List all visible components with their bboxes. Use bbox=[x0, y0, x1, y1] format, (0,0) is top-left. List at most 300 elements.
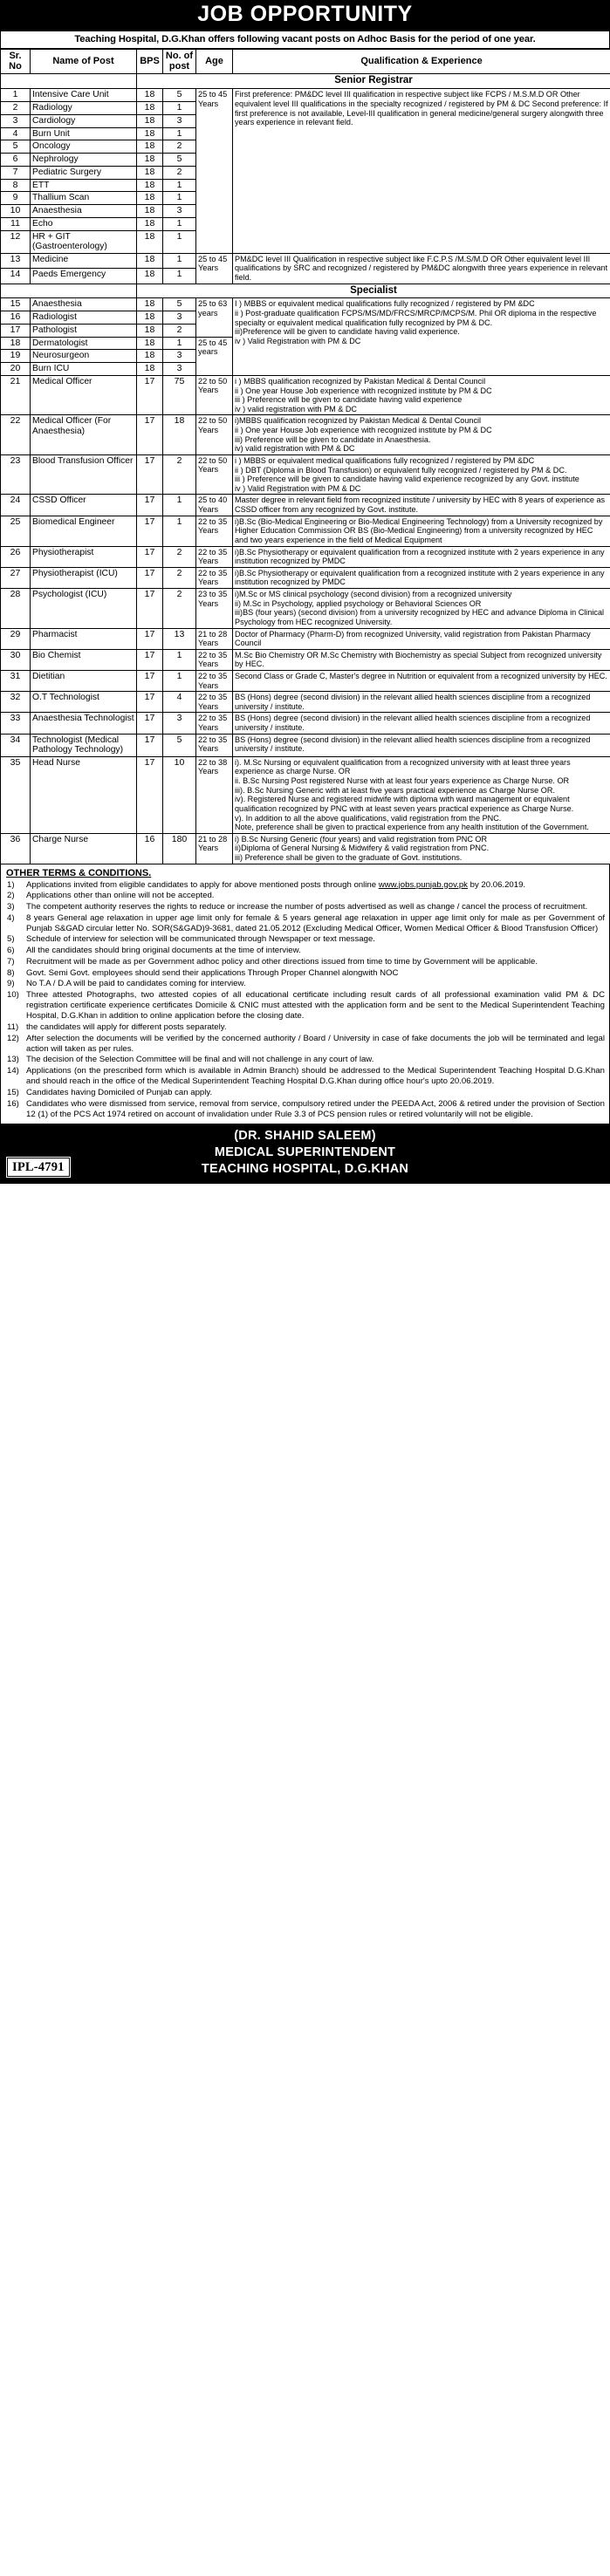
cell-bps: 18 bbox=[137, 140, 163, 154]
cell-no-of-post: 2 bbox=[163, 567, 196, 588]
page-title: JOB OPPORTUNITY bbox=[197, 2, 413, 26]
cell-no-of-post: 1 bbox=[163, 671, 196, 692]
section-spacer bbox=[1, 74, 137, 89]
cell-sr-no: 21 bbox=[1, 375, 31, 415]
cell-sr-no: 9 bbox=[1, 192, 31, 205]
cell-post-name: Medicine bbox=[31, 253, 137, 268]
cell-post-name: Echo bbox=[31, 217, 137, 230]
cell-age: 22 to 35 Years bbox=[196, 516, 233, 546]
terms-item-text: The decision of the Selection Committee will be final and will not challenge in any court of law. bbox=[26, 1055, 374, 1065]
qual-line: ii ) One year House Job experience with recognized institute by PM & DC bbox=[235, 386, 492, 395]
cell-post-name: Medical Officer (For Anaesthesia) bbox=[31, 415, 137, 455]
cell-post-name: Paeds Emergency bbox=[31, 269, 137, 284]
cell-age: 22 to 35 Years bbox=[196, 713, 233, 734]
cell-bps: 18 bbox=[137, 89, 163, 102]
cell-post-name: ETT bbox=[31, 179, 137, 192]
cell-bps: 17 bbox=[137, 628, 163, 649]
terms-item bbox=[5, 902, 605, 912]
section-label: Specialist bbox=[137, 284, 610, 298]
cell-bps: 18 bbox=[137, 205, 163, 218]
cell-no-of-post: 5 bbox=[163, 734, 196, 756]
qual-line: iii) Preference shall be given to the graduate of Govt. institutions. bbox=[235, 853, 463, 862]
qual-line: BS (Hons) degree (second division) in the relevant allied health sciences discipline from a recognized university / institute. bbox=[235, 714, 591, 733]
terms-item-text: Schedule of interview for selection will be communicated through Newspaper or text message. bbox=[26, 934, 375, 945]
qual-line: ii ) Post-graduate qualification FCPS/MS/MD/FRCS/MRCP/MCPS/M. Phil OR diploma in the respective specialty or equivalent medical qualification fully recognized by PM & DC. bbox=[235, 309, 597, 327]
cell-age: 22 to 35 Years bbox=[196, 734, 233, 756]
terms-item-marker: 13) bbox=[7, 1055, 19, 1065]
cell-age: 22 to 50 Years bbox=[196, 375, 233, 415]
qual-line: i). M.Sc Nursing or equivalent qualification from a recognized university with at least three years experience as charge Nurse. OR bbox=[235, 757, 571, 776]
cell-qualification bbox=[233, 649, 610, 670]
cell-no-of-post: 3 bbox=[163, 713, 196, 734]
cell-post-name: Physiotherapist (ICU) bbox=[31, 567, 137, 588]
table-row bbox=[1, 628, 610, 649]
table-row bbox=[1, 649, 610, 670]
cell-no-of-post: 3 bbox=[163, 205, 196, 218]
terms-item bbox=[5, 979, 605, 989]
cell-sr-no: 6 bbox=[1, 154, 31, 167]
cell-no-of-post: 2 bbox=[163, 589, 196, 629]
cell-age: 22 to 50 Years bbox=[196, 454, 233, 495]
terms-item-marker: 7) bbox=[7, 956, 15, 967]
qual-line: First preference: PM&DC level III qualification in respective subject like FCPS / M.S.M.D OR Other equivalent level III qualifications in the specialty recognized / registered by PM & DC Second preference: If first preference is not available, Level-III qualification in general medicine/general surgery alongwith three years experience in relevant field. bbox=[235, 90, 608, 127]
qual-line: i)B.Sc Physiotherapy or equivalent qualification from a recognized institute with 2 years experience in any institution recognized by PMDC bbox=[235, 547, 605, 566]
terms-item-marker: 8) bbox=[7, 967, 15, 978]
cell-bps: 18 bbox=[137, 127, 163, 140]
cell-sr-no: 17 bbox=[1, 324, 31, 337]
cell-sr-no: 16 bbox=[1, 311, 31, 325]
table-row bbox=[1, 298, 610, 311]
cell-age: 25 to 63 years bbox=[196, 298, 233, 337]
cell-bps: 17 bbox=[137, 692, 163, 713]
qual-line: iii)BS (four years) (second division) from a university recognized by HEC and advance Diploma in Clinical Psychology from HEC recognized University. bbox=[235, 608, 605, 626]
cell-no-of-post: 2 bbox=[163, 546, 196, 567]
cell-post-name: Bio Chemist bbox=[31, 649, 137, 670]
cell-bps: 18 bbox=[137, 337, 163, 350]
terms-item-marker: 9) bbox=[7, 979, 15, 989]
terms-item-text: Applications (on the prescribed form which is available in Admin Branch) should be addressed to the Medical Superintendent Teaching Hospital D.G.Khan and should reach in the office of the Medical Superintendent Teaching Hospital D.G.Khan during office hour's upto 20.06.2019. bbox=[26, 1066, 605, 1087]
col-header-bps: BPS bbox=[137, 50, 163, 74]
terms-item bbox=[5, 880, 605, 891]
qual-line: i) B.Sc Nursing Generic (four years) and valid registration from PNC OR bbox=[235, 834, 488, 844]
table-section-row bbox=[1, 284, 610, 298]
signatory-institution: TEACHING HOSPITAL, D.G.KHAN bbox=[201, 1161, 409, 1176]
cell-sr-no: 14 bbox=[1, 269, 31, 284]
cell-no-of-post: 13 bbox=[163, 628, 196, 649]
qual-line: iv ) valid registration with PM & DC bbox=[235, 404, 357, 413]
cell-bps: 17 bbox=[137, 734, 163, 756]
cell-no-of-post: 180 bbox=[163, 833, 196, 864]
cell-sr-no: 1 bbox=[1, 89, 31, 102]
cell-post-name: Burn ICU bbox=[31, 363, 137, 376]
cell-no-of-post: 1 bbox=[163, 516, 196, 546]
cell-qualification bbox=[233, 713, 610, 734]
cell-sr-no: 31 bbox=[1, 671, 31, 692]
terms-item-text: Govt. Semi Govt. employees should send their applications Through Proper Channel alongwith NOC bbox=[26, 967, 399, 978]
cell-bps: 17 bbox=[137, 546, 163, 567]
cell-post-name: Radiologist bbox=[31, 311, 137, 325]
cell-no-of-post: 3 bbox=[163, 350, 196, 363]
apply-online-link[interactable]: www.jobs.punjab.gov.pk bbox=[378, 879, 468, 890]
cell-no-of-post: 2 bbox=[163, 140, 196, 154]
terms-item-marker: 12) bbox=[7, 1033, 19, 1043]
cell-sr-no: 34 bbox=[1, 734, 31, 756]
qual-line: iii)Preference will be given to candidate having valid experience. bbox=[235, 327, 460, 337]
col-header-age: Age bbox=[196, 50, 233, 74]
cell-post-name: Oncology bbox=[31, 140, 137, 154]
cell-post-name: Anaesthesia bbox=[31, 298, 137, 311]
cell-bps: 18 bbox=[137, 230, 163, 253]
cell-sr-no: 35 bbox=[1, 756, 31, 833]
qual-line: i ) MBBS qualification recognized by Pakistan Medical & Dental Council bbox=[235, 376, 486, 386]
cell-post-name: CSSD Officer bbox=[31, 495, 137, 516]
cell-bps: 17 bbox=[137, 516, 163, 546]
cell-bps: 18 bbox=[137, 298, 163, 311]
terms-item-text: Applications invited from eligible candidates to apply for above mentioned posts through online www.jobs.punjab.gov.pk by 20.06.2019. bbox=[26, 879, 526, 890]
qual-line: iv ) Valid Registration with PM & DC bbox=[235, 336, 361, 345]
cell-qualification bbox=[233, 495, 610, 516]
cell-sr-no: 15 bbox=[1, 298, 31, 311]
cell-sr-no: 4 bbox=[1, 127, 31, 140]
terms-item bbox=[5, 891, 605, 901]
cell-sr-no: 30 bbox=[1, 649, 31, 670]
cell-sr-no: 2 bbox=[1, 102, 31, 115]
cell-sr-no: 23 bbox=[1, 454, 31, 495]
cell-bps: 18 bbox=[137, 179, 163, 192]
cell-bps: 18 bbox=[137, 154, 163, 167]
qual-line: ii) M.Sc in Psychology, applied psychology or Behavioral Sciences OR bbox=[235, 598, 482, 608]
cell-qualification bbox=[233, 756, 610, 833]
cell-no-of-post: 5 bbox=[163, 154, 196, 167]
cell-no-of-post: 3 bbox=[163, 311, 196, 325]
qual-line: i ) MBBS or equivalent medical qualifications fully recognized / registered by PM &DC bbox=[235, 455, 535, 465]
cell-post-name: Anaesthesia Technologist bbox=[31, 713, 137, 734]
cell-age: 22 to 35 Years bbox=[196, 567, 233, 588]
cell-sr-no: 33 bbox=[1, 713, 31, 734]
qual-line: iv). Registered Nurse and registered midwife with diploma with ward management or equivalent qualification recognized by PNC with at least seven years practical experience as Charge Nurse. bbox=[235, 795, 574, 813]
table-row bbox=[1, 567, 610, 588]
table-row bbox=[1, 734, 610, 756]
col-header-name-of-post: Name of Post bbox=[31, 50, 137, 74]
cell-post-name: Thallium Scan bbox=[31, 192, 137, 205]
qual-line: Master degree in relevant field from recognized institute / university by HEC with 8 years of experience as CSSD officer from any recognized by Govt. institute. bbox=[235, 495, 606, 515]
terms-item bbox=[5, 1055, 605, 1065]
terms-item-text: The competent authority reserves the rights to reduce or increase the number of posts advertised as well as change / cancel the process of recruitment. bbox=[26, 901, 588, 912]
cell-post-name: Intensive Care Unit bbox=[31, 89, 137, 102]
signatory-designation: MEDICAL SUPERINTENDENT bbox=[214, 1145, 396, 1159]
cell-qualification bbox=[233, 589, 610, 629]
table-row bbox=[1, 253, 610, 268]
terms-item bbox=[5, 1034, 605, 1055]
terms-item-text: 8 years General age relaxation in upper age limit only for female & 5 years general age relaxation in upper age limit only for male as per Government of Punjab S&GAD circular letter No. SOR(S&GAD)9-3681, dated 21.05.2012 (Excluding Medical Officer, Women Medical Officer & Blood Transfusion Officer) bbox=[26, 912, 605, 933]
cell-age: 25 to 40 Years bbox=[196, 495, 233, 516]
qual-line: ii ) One year House Job experience with recognized institute by PM & DC bbox=[235, 426, 492, 435]
terms-item-marker: 2) bbox=[7, 891, 15, 901]
cell-bps: 18 bbox=[137, 363, 163, 376]
table-row bbox=[1, 516, 610, 546]
terms-item bbox=[5, 1088, 605, 1098]
terms-item-marker: 4) bbox=[7, 912, 15, 923]
cell-bps: 18 bbox=[137, 166, 163, 179]
terms-item-text: Candidates who were dismissed from service, removal from service, compulsory retired under the PEEDA Act, 2006 & retired under the provision of Section 12 (1) of the PCS Act 1974 retired on account of invalidation under Rule 3.3 of PCS pension rules or retired voluntarily will not be eligible. bbox=[26, 1098, 605, 1119]
job-advertisement-page bbox=[0, 0, 610, 1184]
qual-line: v). In addition to all the above qualifications, valid registration from the PNC. bbox=[235, 813, 502, 823]
cell-sr-no: 32 bbox=[1, 692, 31, 713]
section-spacer bbox=[1, 284, 137, 298]
cell-qualification bbox=[233, 734, 610, 756]
qual-line: iii ) Preference will be given to candidate having valid experience bbox=[235, 395, 463, 405]
qual-line: iii). B.Sc Nursing Generic with at least five years practical experience as Charge Nurse OR. bbox=[235, 785, 555, 795]
terms-item-marker: 16) bbox=[7, 1098, 19, 1109]
footer bbox=[0, 1124, 610, 1184]
qual-line: Note, preference shall be given to practical experience from any health institution of the Government. bbox=[235, 823, 589, 832]
cell-sr-no: 12 bbox=[1, 230, 31, 253]
cell-no-of-post: 1 bbox=[163, 230, 196, 253]
cell-qualification bbox=[233, 89, 610, 253]
qual-line: M.Sc Bio Chemistry OR M.Sc Chemistry with Biochemistry as special Subject from recognized university by HEC. bbox=[235, 650, 602, 669]
qual-line: iv) valid registration with PM & DC bbox=[235, 444, 355, 454]
table-body bbox=[1, 74, 610, 864]
terms-item bbox=[5, 1022, 605, 1033]
cell-no-of-post: 1 bbox=[163, 217, 196, 230]
cell-qualification bbox=[233, 833, 610, 864]
cell-bps: 18 bbox=[137, 311, 163, 325]
cell-no-of-post: 18 bbox=[163, 415, 196, 455]
terms-section bbox=[0, 864, 610, 1125]
cell-post-name: Technologist (Medical Pathology Technology) bbox=[31, 734, 137, 756]
terms-list bbox=[5, 880, 605, 1120]
qual-line: ii)Diploma of General Nursing & Midwifery & valid registration from PNC. bbox=[235, 844, 490, 853]
cell-sr-no: 25 bbox=[1, 516, 31, 546]
terms-title: OTHER TERMS & CONDITIONS. bbox=[6, 867, 152, 878]
qual-line: i)B.Sc Physiotherapy or equivalent qualification from a recognized institute with 2 years experience in any institution recognized by PMDC bbox=[235, 568, 605, 587]
cell-qualification bbox=[233, 628, 610, 649]
cell-no-of-post: 1 bbox=[163, 269, 196, 284]
cell-age: 25 to 45 Years bbox=[196, 89, 233, 253]
cell-bps: 18 bbox=[137, 324, 163, 337]
cell-age: 25 to 45 years bbox=[196, 337, 233, 375]
cell-post-name: Pharmacist bbox=[31, 628, 137, 649]
terms-item-text: Applications other than online will not be accepted. bbox=[26, 891, 215, 901]
cell-bps: 17 bbox=[137, 713, 163, 734]
cell-bps: 18 bbox=[137, 192, 163, 205]
section-label: Senior Registrar bbox=[137, 74, 610, 89]
col-header-sr-line2: No bbox=[9, 60, 22, 72]
cell-bps: 17 bbox=[137, 756, 163, 833]
cell-bps: 18 bbox=[137, 217, 163, 230]
cell-qualification bbox=[233, 415, 610, 455]
qual-line: Second Class or Grade C, Master's degree in Nutrition or equivalent from a recognized university by HEC. bbox=[235, 672, 607, 681]
cell-bps: 18 bbox=[137, 253, 163, 268]
cell-qualification bbox=[233, 546, 610, 567]
cell-bps: 17 bbox=[137, 671, 163, 692]
terms-item-marker: 14) bbox=[7, 1066, 19, 1076]
terms-item-text: Three attested Photographs, two attested copies of all educational certificate including result cards of all professional examination valid PM & DC registration certificate experience certificates Domicile & CNIC must attested with the application form and be sent to the Medical Superintendent Teaching Hospital, D.G.Khan in addition to online application before the closing date. bbox=[26, 989, 605, 1022]
terms-item-marker: 15) bbox=[7, 1087, 19, 1097]
cell-no-of-post: 1 bbox=[163, 495, 196, 516]
qual-line: i)B.Sc (Bio-Medical Engineering or Bio-Medical Engineering Technology) from a University recognized by Higher Education Commission OR BS (Bio-Medical Engineering) from a university recognized by HEC and two years experience in the field of Medical Equipment bbox=[235, 516, 603, 544]
table-row bbox=[1, 454, 610, 495]
cell-sr-no: 26 bbox=[1, 546, 31, 567]
cell-sr-no: 5 bbox=[1, 140, 31, 154]
cell-no-of-post: 2 bbox=[163, 324, 196, 337]
cell-no-of-post: 5 bbox=[163, 298, 196, 311]
terms-item-marker: 6) bbox=[7, 946, 15, 956]
cell-sr-no: 19 bbox=[1, 350, 31, 363]
cell-age: 22 to 35 Years bbox=[196, 546, 233, 567]
table-row bbox=[1, 692, 610, 713]
cell-post-name: Radiology bbox=[31, 102, 137, 115]
terms-item-text: All the candidates should bring original documents at the time of interview. bbox=[26, 946, 301, 956]
cell-no-of-post: 1 bbox=[163, 337, 196, 350]
masthead bbox=[0, 0, 610, 31]
table-header bbox=[1, 50, 610, 74]
terms-item-marker: 1) bbox=[7, 879, 15, 890]
cell-post-name: Pathologist bbox=[31, 324, 137, 337]
cell-age: 22 to 35 Years bbox=[196, 692, 233, 713]
col-header-num-line1: No. of bbox=[165, 51, 194, 62]
qual-line: iv ) Valid Registration with PM & DC bbox=[235, 483, 361, 493]
cell-no-of-post: 1 bbox=[163, 649, 196, 670]
terms-item-marker: 10) bbox=[7, 989, 19, 1000]
col-header-sr-no bbox=[1, 50, 31, 74]
cell-sr-no: 24 bbox=[1, 495, 31, 516]
cell-qualification bbox=[233, 516, 610, 546]
cell-sr-no: 29 bbox=[1, 628, 31, 649]
qual-line: PM&DC level III Qualification in respective subject like F.C.P.S /M.S/M.D OR Other equivalent level III qualifications by SRC and recognized / registered by PM&DC alongwith three years experience in relevant field. bbox=[235, 254, 608, 282]
cell-bps: 16 bbox=[137, 833, 163, 864]
cell-bps: 17 bbox=[137, 454, 163, 495]
cell-sr-no: 10 bbox=[1, 205, 31, 218]
cell-no-of-post: 1 bbox=[163, 179, 196, 192]
cell-post-name: Blood Transfusion Officer bbox=[31, 454, 137, 495]
table-row bbox=[1, 375, 610, 415]
cell-qualification bbox=[233, 692, 610, 713]
qual-line: BS (Hons) degree (second division) in the relevant allied health sciences discipline from a recognized university / institute. bbox=[235, 735, 591, 754]
table-row bbox=[1, 589, 610, 629]
col-header-no-of-post bbox=[163, 50, 196, 74]
cell-bps: 17 bbox=[137, 415, 163, 455]
cell-sr-no: 7 bbox=[1, 166, 31, 179]
cell-age: 25 to 45 Years bbox=[196, 253, 233, 284]
col-header-qualification: Qualification & Experience bbox=[233, 50, 610, 74]
cell-bps: 18 bbox=[137, 114, 163, 127]
qual-line: Doctor of Pharmacy (Pharm-D) from recognized University, valid registration from Pakistan Pharmacy Council bbox=[235, 629, 591, 648]
cell-no-of-post: 3 bbox=[163, 114, 196, 127]
cell-bps: 18 bbox=[137, 269, 163, 284]
cell-post-name: Head Nurse bbox=[31, 756, 137, 833]
cell-no-of-post: 4 bbox=[163, 692, 196, 713]
cell-qualification bbox=[233, 298, 610, 376]
cell-sr-no: 20 bbox=[1, 363, 31, 376]
cell-no-of-post: 1 bbox=[163, 102, 196, 115]
cell-qualification bbox=[233, 567, 610, 588]
col-header-num-line2: post bbox=[168, 60, 190, 72]
cell-post-name: Anaesthesia bbox=[31, 205, 137, 218]
terms-item-text: After selection the documents will be verified by the concerned authority / Board / University in case of fake documents the job will be terminated and legal action will taken as per rules. bbox=[26, 1033, 605, 1054]
terms-item bbox=[5, 1099, 605, 1120]
cell-post-name: Neurosurgeon bbox=[31, 350, 137, 363]
terms-item bbox=[5, 946, 605, 956]
terms-item bbox=[5, 934, 605, 945]
cell-no-of-post: 2 bbox=[163, 454, 196, 495]
cell-no-of-post: 75 bbox=[163, 375, 196, 415]
cell-no-of-post: 5 bbox=[163, 89, 196, 102]
table-row bbox=[1, 671, 610, 692]
vacancy-table bbox=[0, 49, 610, 864]
cell-sr-no: 11 bbox=[1, 217, 31, 230]
cell-bps: 18 bbox=[137, 350, 163, 363]
terms-item-text: No T.A / D.A will be paid to candidates coming for interview. bbox=[26, 979, 246, 989]
qual-line: ii ) DBT (Diploma in Blood Transfusion) or equivalent fully recognized / registered by PM & DC. bbox=[235, 465, 567, 475]
cell-post-name: Nephrology bbox=[31, 154, 137, 167]
cell-bps: 17 bbox=[137, 495, 163, 516]
cell-post-name: Cardiology bbox=[31, 114, 137, 127]
qual-line: I ) MBBS or equivalent medical qualifications fully recognized / registered by PM &DC bbox=[235, 299, 535, 309]
cell-age: 22 to 35 Years bbox=[196, 671, 233, 692]
terms-item-text: the candidates will apply for different posts separately. bbox=[26, 1022, 227, 1032]
cell-post-name: Dermatologist bbox=[31, 337, 137, 350]
terms-item-text: Candidates having Domiciled of Punjab can apply. bbox=[26, 1087, 213, 1097]
table-row bbox=[1, 89, 610, 102]
table-row bbox=[1, 546, 610, 567]
cell-bps: 17 bbox=[137, 589, 163, 629]
qual-line: i)M.Sc or MS clinical psychology (second division) from a recognized university bbox=[235, 590, 512, 599]
cell-age: 23 to 35 Years bbox=[196, 589, 233, 629]
table-row bbox=[1, 495, 610, 516]
signatory-name: (DR. SHAHID SALEEM) bbox=[234, 1129, 376, 1144]
cell-post-name: HR + GIT (Gastroenterology) bbox=[31, 230, 137, 253]
cell-no-of-post: 1 bbox=[163, 192, 196, 205]
col-header-sr-line1: Sr. bbox=[9, 51, 22, 62]
cell-qualification bbox=[233, 671, 610, 692]
ipl-reference-code: IPL-4791 bbox=[7, 1158, 70, 1178]
qual-line: i)MBBS qualification recognized by Pakistan Medical & Dental Council bbox=[235, 416, 482, 426]
terms-item-marker: 11) bbox=[7, 1022, 19, 1032]
cell-post-name: Physiotherapist bbox=[31, 546, 137, 567]
intro-text: Teaching Hospital, D.G.Khan offers following vacant posts on Adhoc Basis for the period of one year. bbox=[74, 33, 536, 44]
terms-item bbox=[5, 913, 605, 934]
cell-sr-no: 3 bbox=[1, 114, 31, 127]
cell-age: 22 to 35 Years bbox=[196, 649, 233, 670]
cell-post-name: Psychologist (ICU) bbox=[31, 589, 137, 629]
cell-post-name: Dietitian bbox=[31, 671, 137, 692]
cell-qualification bbox=[233, 253, 610, 284]
cell-no-of-post: 10 bbox=[163, 756, 196, 833]
cell-no-of-post: 1 bbox=[163, 127, 196, 140]
cell-bps: 18 bbox=[137, 102, 163, 115]
terms-item bbox=[5, 957, 605, 967]
table-row bbox=[1, 713, 610, 734]
terms-item-marker: 5) bbox=[7, 934, 15, 945]
cell-post-name: Biomedical Engineer bbox=[31, 516, 137, 546]
cell-no-of-post: 2 bbox=[163, 166, 196, 179]
cell-sr-no: 36 bbox=[1, 833, 31, 864]
cell-sr-no: 8 bbox=[1, 179, 31, 192]
cell-post-name: Medical Officer bbox=[31, 375, 137, 415]
cell-sr-no: 22 bbox=[1, 415, 31, 455]
cell-sr-no: 28 bbox=[1, 589, 31, 629]
cell-bps: 17 bbox=[137, 375, 163, 415]
qual-line: iii ) Preference will be given to candidate having valid experience recognized by any Govt. institute bbox=[235, 475, 579, 484]
cell-post-name: O.T Technologist bbox=[31, 692, 137, 713]
terms-item-text: Recruitment will be made as per Government adhoc policy and other directions issued from time to time by Government will be applicable. bbox=[26, 956, 538, 967]
cell-qualification bbox=[233, 454, 610, 495]
table-row bbox=[1, 415, 610, 455]
cell-no-of-post: 1 bbox=[163, 253, 196, 268]
cell-age: 21 to 28 Years bbox=[196, 628, 233, 649]
cell-age: 22 to 50 Years bbox=[196, 415, 233, 455]
